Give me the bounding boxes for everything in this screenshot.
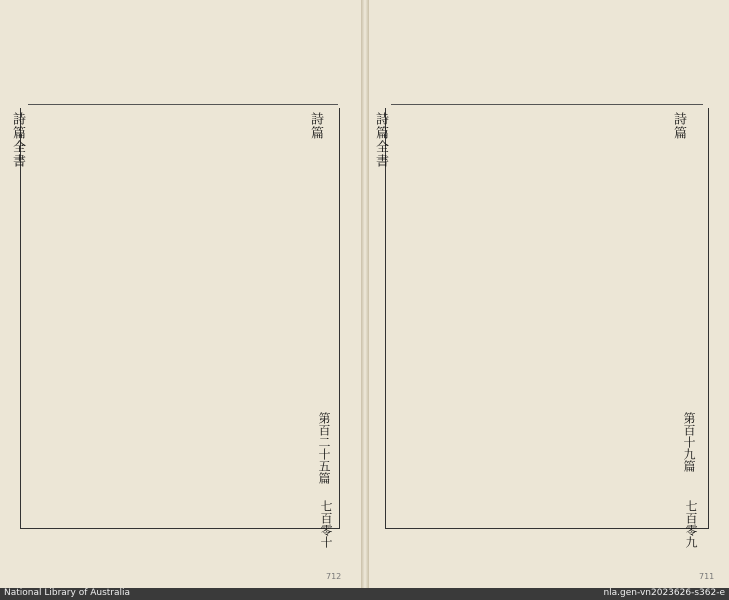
right-headnotes	[391, 42, 703, 105]
footer-identifier: nla.gen-vn2023626-s362-e	[603, 588, 725, 598]
gutter	[361, 0, 369, 588]
right-text-columns	[386, 112, 400, 522]
left-page	[0, 0, 361, 588]
library-footer	[0, 588, 729, 600]
right-page-number: 七百零九	[684, 500, 698, 548]
right-psalm-label: 第百十九篇	[682, 412, 696, 472]
right-page	[369, 0, 729, 588]
left-psalm-label: 第百二十五篇	[317, 412, 331, 484]
right-text-frame	[385, 108, 709, 529]
right-running-title: 詩篇	[671, 112, 686, 140]
right-book-title: 詩篇全書	[373, 112, 388, 168]
left-running-title: 詩篇	[308, 112, 323, 140]
left-pencil-note: 712	[326, 572, 342, 581]
left-text-columns	[21, 112, 35, 522]
left-page-number: 七百零十	[319, 500, 333, 548]
left-text-frame	[20, 108, 340, 529]
footer-library-name: National Library of Australia	[4, 588, 131, 598]
left-book-title: 詩篇全書	[10, 112, 25, 168]
right-pencil-note: 711	[699, 572, 715, 581]
left-headnotes	[28, 42, 338, 105]
